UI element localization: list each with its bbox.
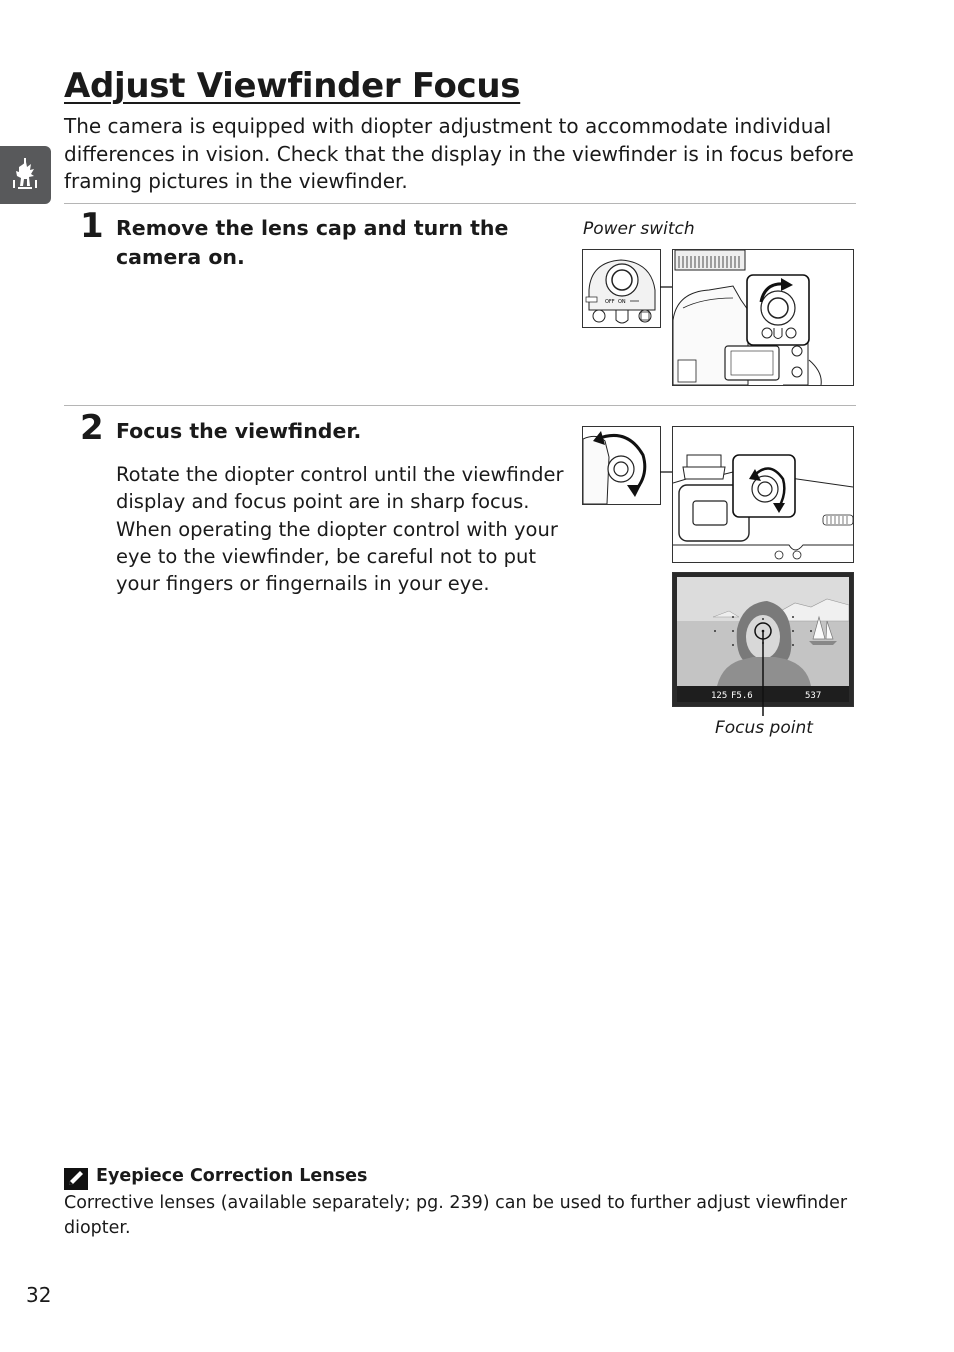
step-2-body: Rotate the diopter control until the viewfinder display and focus point are in sharp focus. When operating the diopter control with your eye to the viewfinder, be careful not to put your fingers or fingernails in your eye.: [116, 463, 564, 596]
page-number: 32: [26, 1283, 52, 1307]
camera-diopter-illustration: [672, 426, 854, 563]
step-1-divider: [64, 203, 856, 204]
power-switch-caption: Power switch: [583, 219, 695, 239]
section-tab[interactable]: [0, 146, 51, 204]
rooster-icon: [0, 146, 51, 204]
step-1-title: Remove the lens cap and turn the camera on.: [116, 216, 509, 269]
step-1-number: 1: [80, 206, 104, 246]
viewfinder-aperture-readout: F5.6: [731, 691, 753, 701]
on-label: ON: [618, 299, 626, 305]
step-2-number: 2: [80, 408, 104, 448]
step-2-divider: [64, 405, 856, 406]
note-title: Eyepiece Correction Lenses: [96, 1166, 368, 1186]
off-label: OFF: [605, 299, 615, 305]
power-switch-detail-illustration: [582, 249, 661, 328]
pencil-check-icon: [64, 1168, 88, 1190]
focus-point-leader: [760, 630, 766, 716]
camera-power-on-illustration: [672, 249, 854, 386]
intro-paragraph: The camera is equipped with diopter adjustment to accommodate individual differences in vision. Check that the display in the viewfinder is in focus before framing pictures in the viewfinder.: [64, 114, 854, 193]
focus-point-caption: Focus point: [715, 718, 813, 738]
note-body: Corrective lenses (available separately; pg. 239) can be used to further adjust viewfinder diopter.: [64, 1193, 848, 1238]
viewfinder-count-readout: 537: [805, 691, 822, 701]
viewfinder-shutter-readout: 125: [711, 691, 728, 701]
diopter-detail-illustration: [582, 426, 661, 505]
page-title: Adjust Viewfinder Focus: [64, 66, 521, 106]
step-2-title: Focus the viewfinder.: [116, 419, 362, 443]
